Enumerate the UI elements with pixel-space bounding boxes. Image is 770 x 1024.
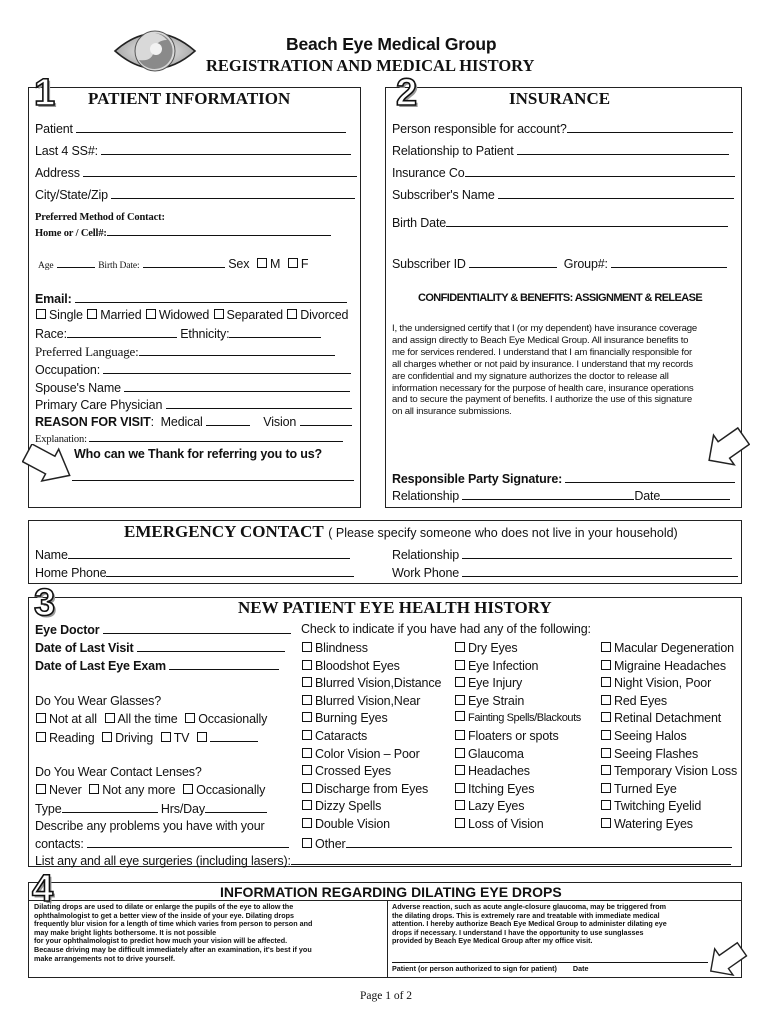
emergency-home-phone-field[interactable]: Home Phone: [35, 565, 354, 580]
language-field[interactable]: Preferred Language:: [35, 344, 335, 359]
condition-label: Bloodshot Eyes: [315, 658, 400, 673]
condition-retinal-detachment[interactable]: [600, 711, 721, 725]
condition-label: Seeing Flashes: [614, 746, 699, 761]
condition-checkbox[interactable]: [601, 695, 611, 705]
condition-label: Blurred Vision,Distance: [315, 676, 442, 691]
address-field[interactable]: Address: [35, 165, 357, 180]
glasses-reading-checkbox[interactable]: [36, 732, 46, 742]
confidentiality-text-line: I, the undersigned certify that I (or my dependent) have insurance coverage: [392, 323, 697, 334]
condition-checkbox[interactable]: [455, 677, 465, 687]
condition-label: Blindness: [315, 641, 368, 655]
condition-label: Dizzy Spells: [315, 799, 382, 814]
condition-label: Seeing Halos: [614, 729, 687, 743]
lens-type-row[interactable]: Type Hrs/Day: [35, 801, 267, 816]
divorced-checkbox[interactable]: [287, 309, 297, 319]
condition-seeing-halos[interactable]: [600, 729, 687, 743]
condition-checkbox[interactable]: [601, 730, 611, 740]
check-heading: Check to indicate if you have had any of the following:: [301, 622, 591, 636]
section-4-number: 4: [32, 868, 54, 910]
condition-label: Headaches: [468, 764, 530, 779]
last-exam-field[interactable]: Date of Last Eye Exam: [35, 658, 279, 673]
dilating-consent-line: Adverse reaction, such as acute angle-closure glaucoma, may be triggered from: [392, 902, 667, 911]
subscriber-id-row[interactable]: Subscriber ID Group#:: [392, 256, 727, 271]
confidentiality-text-line: are confidential and my signature authorizes the doctor to release all: [392, 370, 669, 382]
condition-dizzy-spells[interactable]: [301, 799, 381, 813]
condition-label: Dry Eyes: [468, 641, 518, 655]
condition-label: Red Eyes: [614, 693, 667, 708]
sex-f-checkbox[interactable]: [288, 258, 298, 268]
sex-m-checkbox[interactable]: [257, 258, 267, 268]
single-checkbox[interactable]: [36, 309, 46, 319]
condition-label: Color Vision – Poor: [315, 746, 420, 761]
condition-label: Floaters or spots: [468, 729, 559, 743]
condition-red-eyes[interactable]: [600, 694, 667, 708]
org-name: Beach Eye Medical Group: [286, 34, 497, 54]
section-2-number: 2: [396, 72, 418, 114]
condition-twitching-eyelid[interactable]: [600, 799, 701, 813]
condition-loss-of-vision[interactable]: [454, 817, 544, 831]
condition-checkbox[interactable]: [455, 730, 465, 740]
describe-label: Describe any problems you have with your: [35, 819, 265, 833]
glasses-occasionally-checkbox[interactable]: [185, 713, 195, 723]
separated-checkbox[interactable]: [214, 309, 224, 319]
condition-checkbox[interactable]: [455, 642, 465, 652]
condition-checkbox[interactable]: [601, 677, 611, 687]
dilating-info-text: [34, 903, 384, 963]
responsible-field[interactable]: Person responsible for account?: [392, 121, 733, 136]
confidentiality-text-line: on all insurance submissions.: [392, 406, 512, 418]
condition-label: Macular Degeneration: [614, 641, 734, 655]
contact-method-label: Preferred Method of Contact:: [35, 212, 165, 223]
eye-doctor-field[interactable]: Eye Doctor: [35, 622, 291, 637]
confidentiality-text-line: all charges whether or not paid by insurance. I understand that my records: [392, 358, 693, 370]
subscriber-name-field[interactable]: Subscriber's Name: [392, 187, 734, 202]
condition-checkbox[interactable]: [455, 783, 465, 793]
condition-label: Eye Strain: [468, 693, 525, 708]
dilating-consent-line: attention. I hereby authorize Beach Eye Medical Group to administer dilating eye: [392, 919, 667, 929]
condition-color-vision-poor[interactable]: [301, 747, 420, 761]
condition-checkbox[interactable]: [601, 765, 611, 775]
condition-eye-infection[interactable]: [454, 659, 538, 673]
confidentiality-text-line: information necessary for the purpose of health care, insurance operations: [392, 382, 694, 394]
phone-field[interactable]: Home or / Cell#:: [35, 226, 331, 240]
dilating-signature-line[interactable]: [392, 962, 708, 963]
condition-label: Eye Injury: [468, 676, 523, 691]
condition-label: Double Vision: [315, 817, 390, 831]
condition-itching-eyes[interactable]: [454, 782, 534, 796]
condition-checkbox[interactable]: [302, 712, 312, 722]
spouse-field[interactable]: Spouse's Name: [35, 380, 350, 395]
dilating-info-line: ophthalmologist to get a better view of the inside of your eye. Dilating drops: [34, 910, 294, 920]
marital-status-row: Single Married Widowed Separated Divorced: [35, 308, 348, 322]
glasses-options-row1: Not at all All the time Occasionally: [35, 712, 267, 726]
condition-checkbox[interactable]: [302, 642, 312, 652]
condition-label: Migraine Headaches: [614, 658, 726, 673]
widowed-checkbox[interactable]: [146, 309, 156, 319]
condition-checkbox[interactable]: [601, 783, 611, 793]
condition-checkbox[interactable]: [455, 765, 465, 775]
condition-checkbox[interactable]: [302, 818, 312, 828]
condition-headaches[interactable]: [454, 764, 530, 778]
condition-dry-eyes[interactable]: [454, 641, 518, 655]
insurance-heading: INSURANCE: [509, 89, 611, 108]
condition-bloodshot-eyes[interactable]: [301, 659, 400, 673]
form-title: REGISTRATION AND MEDICAL HISTORY: [206, 56, 535, 75]
ssn-field[interactable]: Last 4 SS#:: [35, 143, 351, 158]
condition-label: Eye Infection: [468, 658, 539, 673]
arrow-pointer-icon-2: [704, 938, 748, 983]
condition-label: Fainting Spells/Blackouts: [468, 712, 581, 725]
condition-checkbox[interactable]: [302, 748, 312, 758]
confidentiality-text-line: and to secure the payment of benefits. I authorize the use of this signature: [392, 394, 692, 406]
dilating-consent-line: the dilating drops. This is extremely rare and treatable with immediate medical: [392, 910, 660, 920]
condition-label: Night Vision, Poor: [614, 676, 712, 691]
condition-label: Retinal Detachment: [614, 711, 722, 726]
condition-checkbox[interactable]: [302, 660, 312, 670]
referral-question: Who can we Thank for referring you to us?: [74, 447, 323, 461]
condition-label: Burning Eyes: [315, 711, 388, 726]
email-field[interactable]: Email:: [35, 291, 347, 306]
arrow-pointer-icon: [702, 424, 750, 473]
dilating-heading: INFORMATION REGARDING DILATING EYE DROPS: [220, 884, 562, 900]
referral-field[interactable]: [72, 480, 354, 481]
condition-temporary-vision-loss[interactable]: [600, 764, 737, 778]
condition-checkbox[interactable]: [302, 730, 312, 740]
condition-label: Watering Eyes: [614, 817, 693, 831]
condition-label: Temporary Vision Loss: [614, 764, 738, 779]
dilating-info-line: for your ophthalmologist to predict how much your vision will be affected.: [34, 936, 288, 946]
condition-migraine-headaches[interactable]: [600, 659, 726, 673]
condition-macular-degeneration[interactable]: [600, 641, 734, 655]
condition-checkbox[interactable]: [455, 800, 465, 810]
condition-turned-eye[interactable]: [600, 782, 677, 796]
condition-floaters-or-spots[interactable]: [454, 729, 559, 743]
section-1-number: 1: [34, 72, 56, 114]
surgeries-field[interactable]: List any and all eye surgeries (including lasers):: [35, 853, 731, 868]
dilating-consent-text: [392, 903, 740, 946]
condition-label: Cataracts: [315, 729, 368, 743]
confidentiality-text: [392, 323, 697, 418]
condition-lazy-eyes[interactable]: [454, 799, 524, 813]
patient-field[interactable]: Patient: [35, 121, 346, 136]
page-number: Page 1 of 2: [360, 990, 413, 1002]
confidentiality-text-line: me for services rendered. I understand that I am financially responsible for: [392, 346, 692, 358]
condition-checkbox[interactable]: [601, 642, 611, 652]
eye-history-heading: NEW PATIENT EYE HEALTH HISTORY: [238, 598, 552, 617]
condition-label: Discharge from Eyes: [315, 781, 429, 796]
condition-checkbox[interactable]: [302, 695, 312, 705]
dilating-info-line: Because driving may be difficult immediately after an examination, it's best if you: [34, 944, 312, 954]
dilating-info-line: make arrangements not to drive yourself.: [34, 953, 175, 963]
pcp-field[interactable]: Primary Care Physician: [35, 397, 352, 412]
condition-label: Blurred Vision,Near: [315, 693, 421, 708]
condition-checkbox[interactable]: [455, 695, 465, 705]
condition-night-vision-poor[interactable]: [600, 676, 711, 690]
age-field[interactable]: [57, 256, 95, 268]
confidentiality-heading: CONFIDENTIALITY & BENEFITS: ASSIGNMENT & RELEASE: [418, 292, 703, 304]
dilating-consent-line: provided by Beach Eye Medical Group after my office visit.: [392, 936, 593, 946]
dilating-sign-label-row: Patient (or person authorized to sign for patient) Date: [392, 964, 589, 973]
condition-discharge-from-eyes[interactable]: [301, 782, 428, 796]
subscriber-birth-field[interactable]: Birth Date: [392, 215, 728, 230]
condition-checkbox[interactable]: [302, 677, 312, 687]
reason-row: REASON FOR VISIT: Medical Vision: [35, 414, 352, 429]
glasses-not-at-all-checkbox[interactable]: [36, 713, 46, 723]
condition-checkbox[interactable]: [601, 660, 611, 670]
emergency-relationship-field[interactable]: Relationship: [392, 547, 732, 562]
condition-checkbox[interactable]: [601, 712, 611, 722]
explanation-field[interactable]: Explanation:: [35, 432, 343, 447]
age-sex-row: Age Birth Date: Sex M F: [38, 257, 309, 271]
condition-label: Turned Eye: [614, 781, 677, 796]
glasses-all-time-checkbox[interactable]: [105, 713, 115, 723]
condition-checkbox[interactable]: [455, 660, 465, 670]
relationship-field[interactable]: Relationship to Patient: [392, 143, 729, 158]
condition-seeing-flashes[interactable]: [600, 747, 698, 761]
insurance-company-field[interactable]: Insurance Co: [392, 165, 735, 180]
glasses-driving-checkbox[interactable]: [102, 732, 112, 742]
condition-checkbox[interactable]: [601, 748, 611, 758]
condition-checkbox[interactable]: [601, 818, 611, 828]
section-3-number: 3: [34, 582, 56, 624]
condition-checkbox[interactable]: [302, 783, 312, 793]
condition-blurred-vision-near[interactable]: [301, 694, 420, 708]
dilating-info-line: Dilating drops are used to dilate or enlarge the pupils of the eye to allow the: [34, 902, 294, 911]
married-checkbox[interactable]: [87, 309, 97, 319]
patient-info-heading: PATIENT INFORMATION: [88, 89, 291, 108]
condition-eye-injury[interactable]: [454, 676, 522, 690]
condition-crossed-eyes[interactable]: [301, 764, 391, 778]
condition-fainting-spells-blackouts[interactable]: [454, 711, 581, 725]
arrow-right-icon: [22, 444, 74, 491]
condition-checkbox[interactable]: [455, 818, 465, 828]
confidentiality-text-line: and assign directly to Beach Eye Medical Group. All insurance benefits to: [392, 334, 689, 346]
condition-blurred-vision-distance[interactable]: [301, 676, 441, 690]
dilating-info-line: frequently blur vision for a length of time which varies from person to person and: [34, 919, 313, 929]
condition-checkbox[interactable]: [302, 765, 312, 775]
other-checkbox[interactable]: [302, 838, 312, 848]
lenses-occasionally-checkbox[interactable]: [183, 784, 193, 794]
glasses-question: Do You Wear Glasses?: [35, 694, 162, 708]
condition-glaucoma[interactable]: [454, 747, 524, 761]
condition-label: Twitching Eyelid: [614, 799, 702, 814]
condition-eye-strain[interactable]: [454, 694, 524, 708]
lenses-question: Do You Wear Contact Lenses?: [35, 765, 202, 779]
signature-relationship-row[interactable]: Relationship Date: [392, 488, 730, 503]
emergency-name-field[interactable]: Name: [35, 547, 350, 562]
condition-checkbox[interactable]: [302, 800, 312, 810]
glasses-options-row2: Reading Driving TV: [35, 730, 258, 745]
condition-label: Crossed Eyes: [315, 764, 392, 779]
condition-cataracts[interactable]: [301, 729, 367, 743]
contacts-field[interactable]: contacts:: [35, 836, 289, 851]
condition-label: Glaucoma: [468, 746, 524, 761]
condition-checkbox[interactable]: [601, 800, 611, 810]
glasses-other-checkbox[interactable]: [197, 732, 207, 742]
medical-field[interactable]: [206, 414, 250, 426]
condition-watering-eyes[interactable]: [600, 817, 693, 831]
emergency-heading-row: EMERGENCY CONTACT ( Please specify someone who does not live in your household): [124, 522, 678, 541]
vision-field[interactable]: [300, 414, 352, 426]
emergency-work-phone-field[interactable]: Work Phone: [392, 565, 738, 580]
condition-checkbox[interactable]: [455, 711, 465, 721]
birth-date-field[interactable]: [143, 256, 225, 268]
condition-label: Itching Eyes: [468, 781, 535, 796]
glasses-tv-checkbox[interactable]: [161, 732, 171, 742]
condition-double-vision[interactable]: [301, 817, 390, 831]
condition-label: Loss of Vision: [468, 817, 544, 831]
lenses-options-row: Never Not any more Occasionally: [35, 783, 265, 797]
race-ethnicity-row[interactable]: Race: Ethnicity:: [35, 326, 321, 341]
lenses-never-checkbox[interactable]: [36, 784, 46, 794]
city-state-zip-field[interactable]: City/State/Zip: [35, 187, 355, 202]
signature-field[interactable]: Responsible Party Signature:: [392, 471, 735, 486]
condition-checkbox[interactable]: [455, 748, 465, 758]
condition-blindness[interactable]: [301, 641, 368, 655]
lenses-not-any-more-checkbox[interactable]: [89, 784, 99, 794]
condition-label: Lazy Eyes: [468, 799, 525, 814]
dilating-consent-line: drops if necessary. I understand I have the opportunity to use sunglasses: [392, 927, 644, 937]
dilating-info-line: may make bright lights bothersome. It is not possible: [34, 927, 217, 937]
condition-burning-eyes[interactable]: [301, 711, 388, 725]
other-condition-field[interactable]: Other: [301, 836, 732, 851]
last-visit-field[interactable]: Date of Last Visit: [35, 640, 285, 655]
occupation-field[interactable]: Occupation:: [35, 362, 351, 377]
eye-logo: [112, 18, 198, 84]
